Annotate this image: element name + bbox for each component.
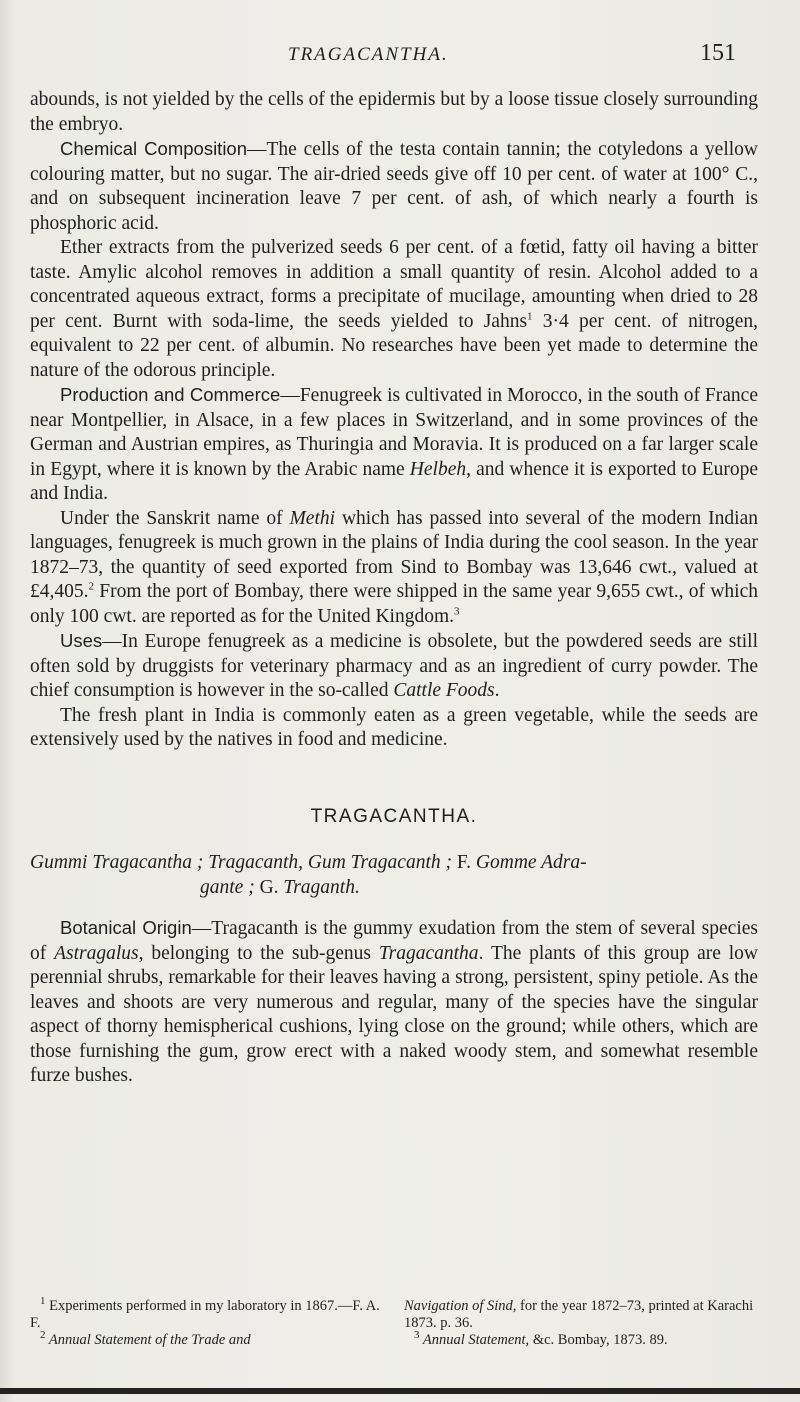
paragraph-production-commerce: Production and Commerce—Fenugreek is cultivated in Morocco, in the south of France near Montpellier, in Alsace, in a few places in Switzerland, and in some provinces of the German and Austrian empires, as Thuringia and Moravia. It is produced on a far larger scale in Egypt, where it is known by the Arabic name Helbeh, and whence it is exported to Europe and India. xyxy=(30,384,758,504)
paragraph: The fresh plant in India is commonly eaten as a green vegetable, while the seeds are extensively used by the natives in food and medicine. xyxy=(30,704,758,750)
footnote-1: $^1$ Experiments performed in my laboratory in 1867.—F. A. F. xyxy=(30,1295,380,1331)
page-number: 151 xyxy=(700,40,736,66)
footnote-column-left xyxy=(30,1295,384,1349)
footnote-2-continued: Navigation of Sind, for the year 1872–73, printed at Karachi 1873. p. 36. xyxy=(404,1298,754,1331)
page-bottom-edge xyxy=(0,1388,800,1394)
footnote-2: $^2$ Annual Statement of the Trade and xyxy=(40,1329,251,1348)
run-in-heading: Botanical Origin xyxy=(60,917,192,938)
footnote-ref: 3 xyxy=(454,605,460,617)
paragraph: Under the Sanskrit name of Methi which has passed into several of the modern Indian languages, fenugreek is much grown in the plains of India during the cool season. In the year 1872–73, the quantity of seed exported from Sind to Bombay was 13,646 cwt., valued at £4,405.$^2$ From the port of Bombay, there were shipped in the same year 9,655 cwt., of which only 100 cwt. are reported as for the United Kingdom.$^3$ xyxy=(30,507,758,627)
footnote-3: $^3$ Annual Statement, &c. Bombay, 1873. 89. xyxy=(414,1329,668,1348)
paragraph-uses: Uses—In Europe fenugreek as a medicine is obsolete, but the powdered seeds are still often sold by druggists for veterinary pharmacy and as an ingredient of curry powder. The chief consumption is however in the so-called Cattle Foods. xyxy=(30,630,758,701)
footnote-ref: 2 xyxy=(88,580,94,593)
paragraph: Ether extracts from the pulverized seeds 6 per cent. of a fœtid, fatty oil having a bitter taste. Amylic alcohol removes in addition a small quantity of resin. Alcohol added to a concentrated aqueous extract, forms a precipitate of mucilage, amounting when dried to 28 per cent. Burnt with soda-lime, the seeds yielded to Jahns$^1$ 3·4 per cent. of nitrogen, equivalent to 22 per cent. of albumin. No researches have been yet made to determine the nature of the odorous principle. xyxy=(30,237,758,381)
run-in-heading: Production and Commerce xyxy=(60,384,281,405)
footnotes xyxy=(30,1295,758,1349)
page-header xyxy=(0,40,800,74)
footnote-ref: 1 xyxy=(527,310,533,322)
synonyms: Gummi Tragacantha ; Tragacanth, Gum Tragacanth ; F. Gomme Adra- gante ; G. Traganth. xyxy=(30,852,587,898)
run-in-heading: Uses xyxy=(60,630,103,651)
run-in-heading: Chemical Composition xyxy=(60,138,248,159)
paragraph: abounds, is not yielded by the cells of the epidermis but by a loose tissue closely surrounding the embryo. xyxy=(30,89,758,135)
running-title: TRAGACANTHA. xyxy=(288,44,449,65)
body-text xyxy=(30,88,758,1089)
section-title: TRAGACANTHA. xyxy=(310,805,478,827)
paragraph-botanical-origin: Botanical Origin—Tragacanth is the gummy exudation from the stem of several species of Astragalus, belonging to the sub-genus Tragacantha. The plants of this group are low perennial shrubs, remarkable for their leaves having a strong, persistent, spiny petiole. As the leaves and shoots are very numerous and regular, many of the species have the singular aspect of thorny hemispherical cushions, lying close on the ground; while others, which are those furnishing the gum, grow erect with a naked woody stem, and somewhat resemble furze bushes. xyxy=(30,917,758,1086)
paragraph-chemical-composition: Chemical Composition—The cells of the testa contain tannin; the cotyledons a yellow colouring matter, but no sugar. The air-dried seeds give off 10 per cent. of water at 100° C., and on subsequent incineration leave 7 per cent. of ash, of which nearly a fourth is phosphoric acid. xyxy=(30,138,758,234)
footnote-column-right xyxy=(404,1298,758,1349)
